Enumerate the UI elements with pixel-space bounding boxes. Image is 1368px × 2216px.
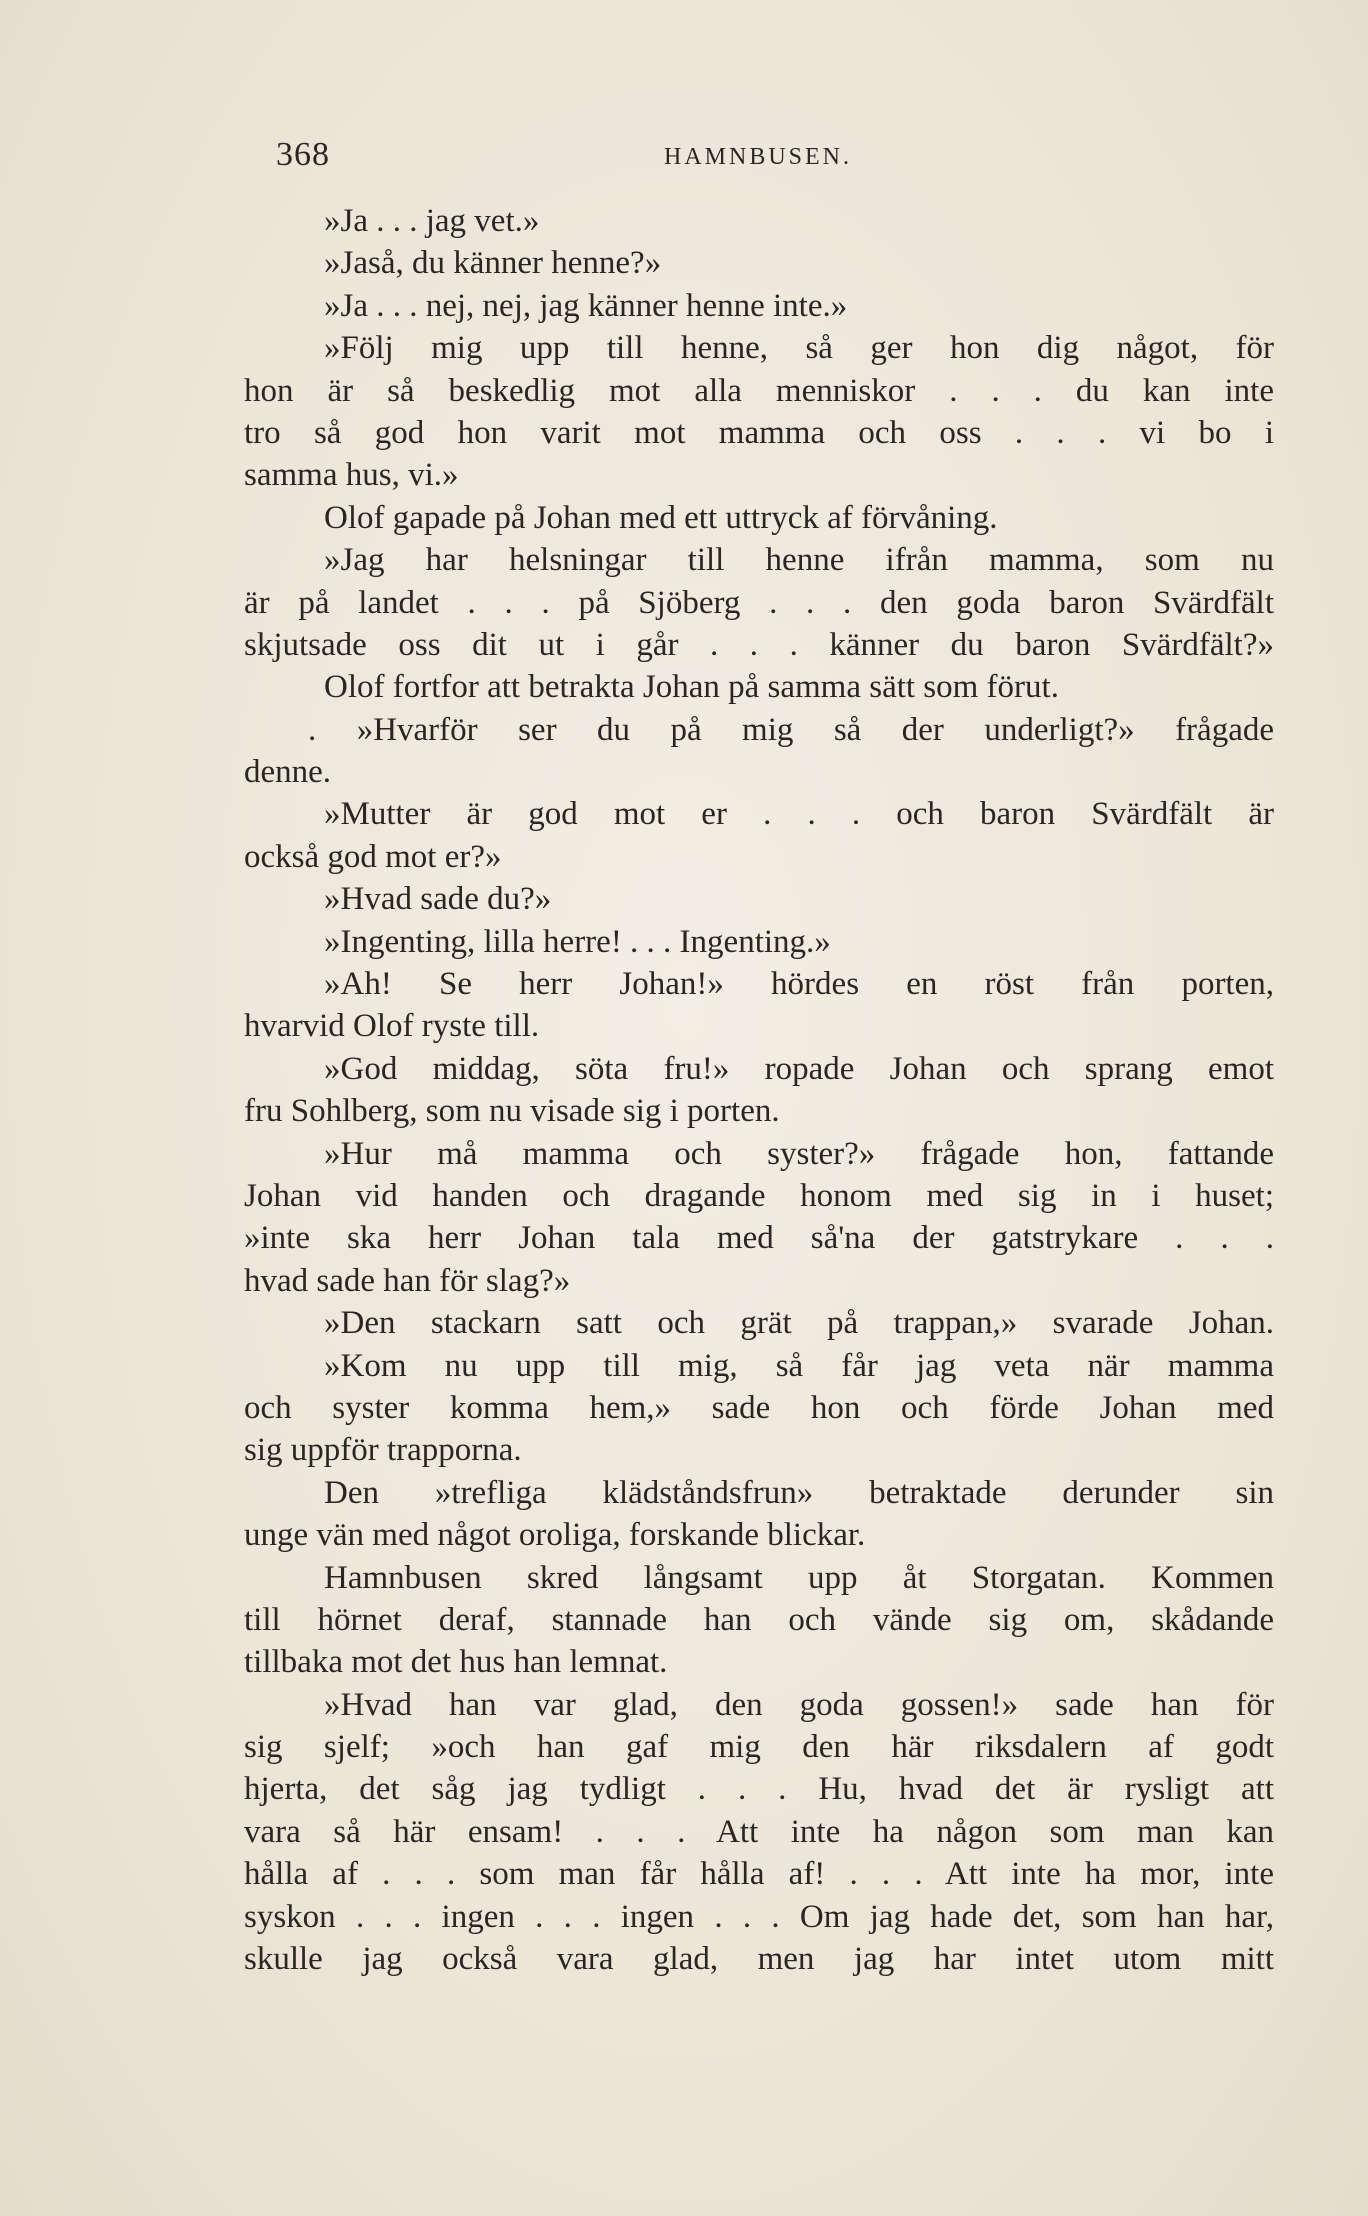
text-line: »Ja . . . nej, nej, jag känner henne inte.» xyxy=(324,287,848,324)
text-line: samma hus, vi.» xyxy=(244,457,459,494)
text-line: tillbaka mot det hus han lemnat. xyxy=(244,1644,668,1681)
body-text xyxy=(244,200,1274,1980)
text-line: »Hvad sade du?» xyxy=(324,881,552,918)
text-line: skulle jag också vara glad, men jag har intet utom mitt xyxy=(244,1941,1274,1978)
text-line: Olof gapade på Johan med ett uttryck af förvåning. xyxy=(324,499,998,536)
page-number: 368 xyxy=(276,136,330,173)
text-line: tro så god hon varit mot mamma och oss . . . vi bo i xyxy=(244,414,1274,451)
text-line: är på landet . . . på Sjöberg . . . den goda baron Svärdfält xyxy=(244,584,1274,621)
text-line: skjutsade oss dit ut i går . . . känner du baron Svärdfält?» xyxy=(244,626,1274,663)
text-line: »Följ mig upp till henne, så ger hon dig något, för xyxy=(324,330,1274,367)
text-line: »Ah! Se herr Johan!» hördes en röst från porten, xyxy=(324,966,1274,1003)
text-line: sig uppför trapporna. xyxy=(244,1432,522,1469)
running-head: HAMNBUSEN. xyxy=(664,144,853,170)
text-line: »Hvad han var glad, den goda gossen!» sade han för xyxy=(324,1686,1274,1723)
text-line: »Hur må mamma och syster?» frågade hon, fattande xyxy=(324,1135,1274,1172)
text-line: syskon . . . ingen . . . ingen . . . Om jag hade det, som han har, xyxy=(244,1898,1274,1935)
text-line: »God middag, söta fru!» ropade Johan och sprang emot xyxy=(324,1050,1274,1087)
text-line: »Den stackarn satt och grät på trappan,» svarade Johan. xyxy=(324,1305,1274,1342)
text-line: till hörnet deraf, stannade han och vände sig om, skådande xyxy=(244,1601,1274,1638)
text-line: fru Sohlberg, som nu visade sig i porten. xyxy=(244,1093,780,1130)
text-line: hvarvid Olof ryste till. xyxy=(244,1008,540,1045)
text-line: »inte ska herr Johan tala med så'na der gatstrykare . . . xyxy=(244,1220,1274,1257)
text-line: »Mutter är god mot er . . . och baron Svärdfält är xyxy=(324,796,1274,833)
text-line: hon är så beskedlig mot alla menniskor . . . du kan inte xyxy=(244,372,1274,409)
text-line: hjerta, det såg jag tydligt . . . Hu, hvad det är rysligt att xyxy=(244,1771,1274,1808)
text-line: »Jag har helsningar till henne ifrån mamma, som nu xyxy=(324,542,1274,579)
text-line: sig sjelf; »och han gaf mig den här riksdalern af godt xyxy=(244,1729,1274,1766)
text-line: Johan vid handen och dragande honom med sig in i huset; xyxy=(244,1177,1274,1214)
text-line: unge vän med något oroliga, forskande blickar. xyxy=(244,1517,866,1554)
text-line: . »Hvarför ser du på mig så der underligt?» frågade xyxy=(308,711,1274,748)
text-line: Den »trefliga klädståndsfrun» betraktade derunder sin xyxy=(324,1474,1274,1511)
page-header xyxy=(276,136,856,184)
text-line: »Jaså, du känner henne?» xyxy=(324,245,662,282)
text-line: »Kom nu upp till mig, så får jag veta när mamma xyxy=(324,1347,1274,1384)
text-line: Hamnbusen skred långsamt upp åt Storgatan. Kommen xyxy=(324,1559,1274,1596)
text-line: hvad sade han för slag?» xyxy=(244,1262,571,1299)
text-line: vara så här ensam! . . . Att inte ha någon som man kan xyxy=(244,1813,1274,1850)
text-line: Olof fortfor att betrakta Johan på samma sätt som förut. xyxy=(324,669,1059,706)
text-line: och syster komma hem,» sade hon och förde Johan med xyxy=(244,1389,1274,1426)
text-line: också god mot er?» xyxy=(244,838,502,875)
text-line: hålla af . . . som man får hålla af! . . . Att inte ha mor, inte xyxy=(244,1856,1274,1893)
text-line: »Ingenting, lilla herre! . . . Ingenting.» xyxy=(324,923,831,960)
text-line: »Ja . . . jag vet.» xyxy=(324,203,540,239)
text-line: denne. xyxy=(244,754,332,791)
